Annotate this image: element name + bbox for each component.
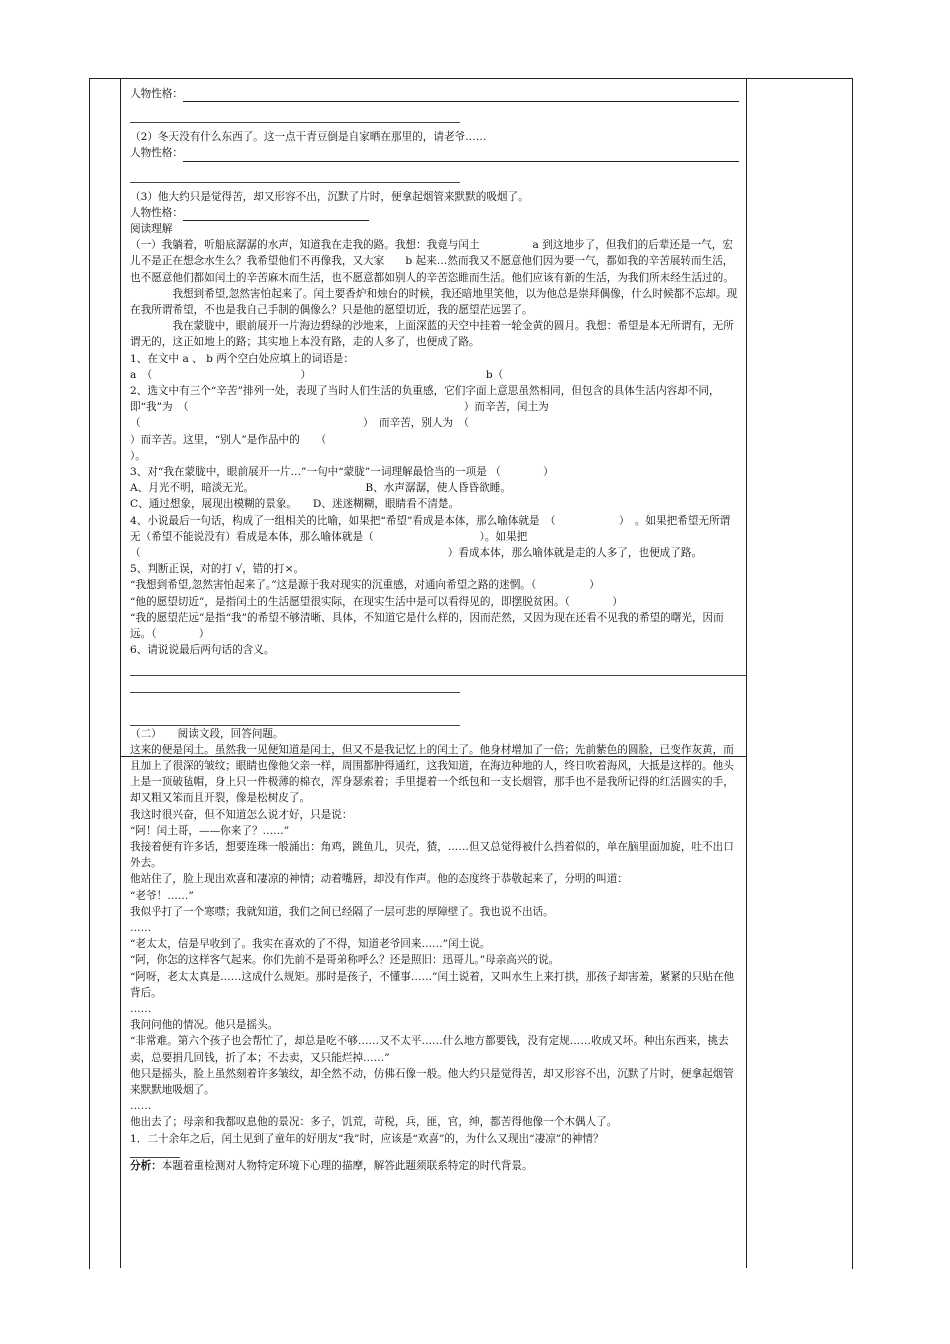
reading-q2-end2: ）。 <box>130 449 146 462</box>
reading-q2: 2、选文中有三个“辛苦”排列一处，表现了当时人们生活的负重感，它们字面上意思虽然相同，但包含的具体生活内容却不同，即“我”为 （ ）而辛苦，闰土为（ ） 而辛苦，别人为 （ <box>130 385 720 430</box>
table-column-divider-right <box>746 78 747 1268</box>
reading2-p17: 他出去了；母亲和我都叹息他的景况：多子，饥荒，苛税，兵，匪，官，绅，都苦得他像一个木偶人了。 <box>130 1116 618 1129</box>
reading-q2-end: ）而辛苦。这里，“别人”是作品中的 （ <box>130 433 327 446</box>
reading2-p11: “阿呀，老太太真是……这成什么规矩。那时是孩子，不懂事……”闰土说着，又叫水生上来打拱，那孩子却害羞，紧紧的只贴在他背后。 <box>130 970 735 999</box>
reading2-p1: 这来的便是闰土。虽然我一见便知道是闰土，但又不是我记忆上的闰土了。他身材增加了一倍；先前紫色的圆脸，已变作灰黄，而且加上了很深的皱纹；眼睛也像他父亲一样，周围都肿得通红，这我知道，在海边种地的人，终日吹着海风，大抵是这样的。他头上是一顶破毡帽，身上只一件极薄的棉衣，浑身瑟索着；手里提着一个纸包和一支长烟管，那手也不是我所记得的红活圆实的手，却又粗又笨而且开裂，像是松树皮了。 <box>130 743 734 805</box>
personality-label: 人物性格： <box>130 147 183 160</box>
answer-line[interactable] <box>130 676 460 693</box>
reading2-p7: 我似乎打了一个寒噤；我就知道，我们之间已经隔了一层可悲的厚障壁了。我也说不出话。 <box>130 905 554 918</box>
reading2-p18: 1．二十余年之后，闰土见到了童年的好朋友“我”时，应该是“欢喜”的，为什么又现出“凄凉”的神情？ <box>130 1132 604 1145</box>
question-2: （2）冬天没有什么东西了。这一点干青豆倒是自家晒在那里的，请老爷…… <box>130 131 487 144</box>
reading-heading: 阅读理解 <box>130 223 173 236</box>
reading2-p4: 我接着便有许多话，想要连珠一般涌出：角鸡，跳鱼儿，贝壳，猹，……但又总觉得被什么挡着似的，单在脑里面加旋，吐不出口外去。 <box>130 840 734 870</box>
reading-q3: 3、对“我在蒙胧中，眼前展开一片…”一句中“蒙胧”一词理解最恰当的一项是 （ ） <box>130 466 554 479</box>
reading2-p14: “非常难。第六个孩子也会帮忙了，却总是吃不够……又不太平……什么地方都要钱，没有定规……收成又坏。种出东西来，挑去卖，总要捐几回钱，折了本；不去卖，又只能烂掉……” <box>130 1035 729 1064</box>
reading-q5-b: “他的愿望切近”，是指闰土的生活愿望很实际，在现实生活中是可以看得见的，即摆脱贫困。（ ） <box>130 595 623 608</box>
answer-line[interactable] <box>130 659 746 676</box>
reading-para-3: 我在蒙胧中，眼前展开一片海边碧绿的沙地来，上面深蓝的天空中挂着一轮金黄的圆月。我想：希望是本无所谓有，无所谓无的，这正如地上的路；其实地上本没有路，走的人多了，也便成了路。 <box>130 320 734 349</box>
answer-line[interactable] <box>130 1147 180 1158</box>
answer-line[interactable] <box>130 709 460 726</box>
reading2-p3: “阿！闰土哥，——你来了？……” <box>130 824 290 837</box>
reading-q4: 4、小说最后一句话，构成了一组相关的比喻，如果把“希望”看成是本体，那么喻体就是 （ ） 。如果把希望无所谓无（希望不能说没有）看成是本体，那么喻体就是（ ）。如果把 （ ）看成本体，那么喻体就是走的人多了，也便成了路。 <box>130 514 731 560</box>
answer-line[interactable] <box>183 89 739 102</box>
reading-q1: 1、在文中 a 、 b 两个空白处应填上的词语是： <box>130 352 354 365</box>
reading2-p12: …… <box>130 1002 152 1015</box>
answer-line[interactable] <box>183 208 369 221</box>
reading-q5-a: “我想到希望,忽然害怕起来了。”这是源于我对现实的沉重感，对通向希望之路的迷惘。（ ） <box>130 579 600 592</box>
personality-line-1 <box>130 86 740 102</box>
reading-q6: 6、请说说最后两句话的含义。 <box>130 644 275 657</box>
reading2-p8: …… <box>130 921 152 934</box>
answer-line[interactable] <box>130 108 460 123</box>
personality-line-2 <box>130 145 740 161</box>
reading-q5-c: “我的愿望茫远”是指“我”的希望不够清晰、具体，不知道它是什么样的，因而茫然，又因为现在还看不见我的希望的曙光，因而远。（ ） <box>130 611 724 641</box>
reading2-heading: （二） 阅读文段，回答问题。 <box>130 727 284 740</box>
analysis-label: 分析： <box>130 1159 162 1172</box>
analysis-text: 本题着重检测对人物特定环境下心理的描摩，解答此题须联系特定的时代背景。 <box>161 1159 533 1172</box>
reading-q3-cd: C、通过想象，展现出模糊的景象。 D、迷迷糊糊，眼睛看不清楚。 <box>130 498 460 511</box>
reading2-p10: “阿，你怎的这样客气起来。你们先前不是哥弟称呼么？还是照旧：迅哥儿。”母亲高兴的说。 <box>130 954 560 967</box>
question-3: （3）他大约只是觉得苦，却又形容不出，沉默了片时，便拿起烟管来默默的吸烟了。 <box>130 190 529 203</box>
personality-line-3 <box>130 205 740 221</box>
reading2-p16: …… <box>130 1100 152 1113</box>
reading-q5: 5、判断正误，对的打 √，错的打×。 <box>130 563 305 576</box>
reading-q1-ab: a （ ） b（ <box>130 368 504 381</box>
reading2-p9: “老太太，信是早收到了。我实在喜欢的了不得，知道老爷回来……”闰土说。 <box>130 938 491 951</box>
reading-para-1: （一）我躺着，听船底潺潺的水声，知道我在走我的路。我想：我竟与闰土 a 到这地步了，但我们的后辈还是一气，宏儿不是正在想念水生么？我希望他们不再像我，又大家 b 起来…然而我又不愿意他们因为要一气，都如我的辛苦展转而生活，也不愿意他们都如闰土的辛苦麻木而生活，也不愿意都如别人的辛苦恣睢而生活。他们应该有新的生活，为我们所未经生活过的。 <box>130 239 734 284</box>
reading-para-2: 我想到希望,忽然害怕起来了。闰土要香炉和烛台的时候，我还暗地里笑他，以为他总是崇拜偶像，什么时候都不忘却。现在我所谓希望，不也是我自己手制的偶像么？只是他的愿望切近，我的愿望茫远罢了。 <box>130 287 738 317</box>
reading2-p13: 我问问他的情况。他只是摇头。 <box>130 1019 279 1032</box>
worksheet-content <box>130 86 740 1174</box>
reading-q3-ab: A、月光不明，暗淡无光。 B、水声潺潺，使人昏昏欲睡。 <box>130 482 511 495</box>
personality-label: 人物性格： <box>130 88 183 100</box>
reading2-p5: 他站住了，脸上现出欢喜和凄凉的神情；动着嘴唇，却没有作声。他的态度终于恭敬起来了，分明的叫道： <box>130 873 628 886</box>
reading2-p15: 他只是摇头，脸上虽然刻着许多皱纹，却全然不动，仿佛石像一般。他大约只是觉得苦，却又形容不出，沉默了片时，便拿起烟管来默默地吸烟了。 <box>130 1067 734 1096</box>
answer-line[interactable] <box>130 168 460 183</box>
table-column-divider-left <box>120 78 121 1268</box>
personality-label: 人物性格： <box>130 206 183 219</box>
reading2-p2: 我这时很兴奋，但不知道怎么说才好，只是说： <box>130 808 353 821</box>
answer-line[interactable] <box>130 693 746 709</box>
answer-line[interactable] <box>183 149 739 162</box>
analysis-line <box>130 1158 740 1174</box>
reading2-p6: “老爷！……” <box>130 889 194 902</box>
